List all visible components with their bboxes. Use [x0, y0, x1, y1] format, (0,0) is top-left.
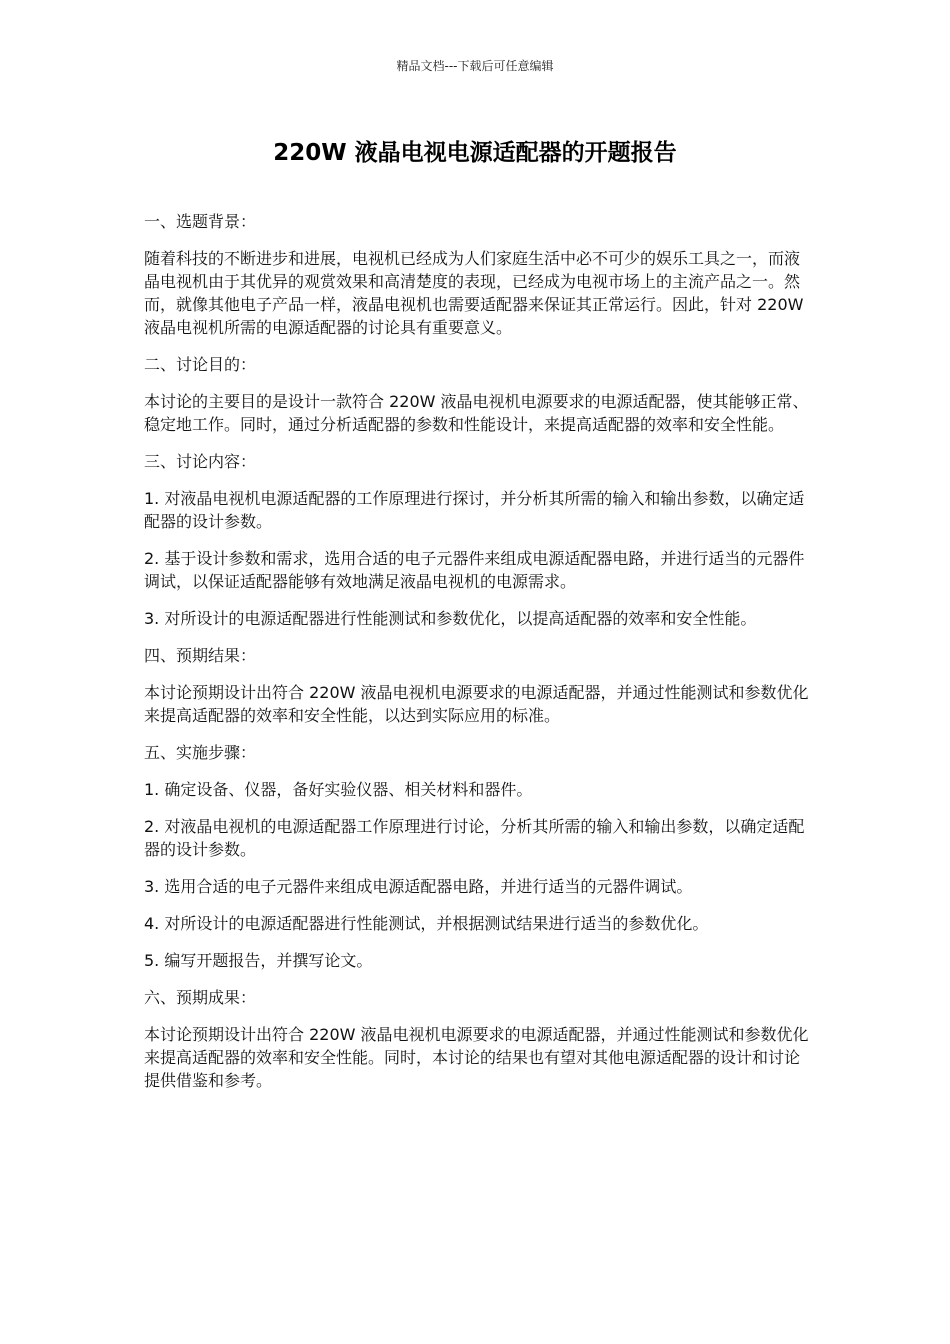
paragraph-background: 随着科技的不断进步和进展，电视机已经成为人们家庭生活中必不可少的娱乐工具之一，而液晶电视机由于其优异的观赏效果和高清楚度的表现，已经成为电视市场上的主流产品之一。然而，就像其他电子产品一样，液晶电视机也需要适配器来保证其正常运行。因此，针对 220W 液晶电视机所需的电源适配器的讨论具有重要意义。 [144, 249, 804, 337]
section-heading-background: 一、选题背景： [144, 212, 257, 231]
section-heading-outcomes: 六、预期成果： [144, 988, 257, 1007]
page-header: 精品文档---下载后可任意编辑 [396, 59, 554, 73]
paragraph-purpose: 本讨论的主要目的是设计一款符合 220W 液晶电视机电源要求的电源适配器，使其能够正常、稳定地工作。同时，通过分析适配器的参数和性能设计，来提高适配器的效率和安全性能。 [144, 392, 809, 434]
section-heading-expected-results: 四、预期结果： [144, 646, 257, 665]
step-item-3: 3. 选用合适的电子元器件来组成电源适配器电路，并进行适当的元器件调试。 [144, 877, 693, 896]
content-item-3: 3. 对所设计的电源适配器进行性能测试和参数优化，以提高适配器的效率和安全性能。 [144, 609, 757, 628]
paragraph-outcomes: 本讨论预期设计出符合 220W 液晶电视机电源要求的电源适配器，并通过性能测试和参数优化来提高适配器的效率和安全性能。同时，本讨论的结果也有望对其他电源适配器的设计和讨论提供借鉴和参考。 [144, 1025, 809, 1090]
step-item-1: 1. 确定设备、仪器，备好实验仪器、相关材料和器件。 [144, 780, 533, 799]
step-item-4: 4. 对所设计的电源适配器进行性能测试，并根据测试结果进行适当的参数优化。 [144, 914, 709, 933]
content-item-1: 1. 对液晶电视机电源适配器的工作原理进行探讨，并分析其所需的输入和输出参数，以确定适配器的设计参数。 [144, 489, 805, 531]
step-item-5: 5. 编写开题报告，并撰写论文。 [144, 951, 373, 970]
step-item-2: 2. 对液晶电视机的电源适配器工作原理进行讨论，分析其所需的输入和输出参数，以确定适配器的设计参数。 [144, 817, 805, 859]
section-heading-purpose: 二、讨论目的： [144, 355, 257, 374]
section-heading-content: 三、讨论内容： [144, 452, 257, 471]
document-body [144, 210, 810, 1106]
content-item-2: 2. 基于设计参数和需求，选用合适的电子元器件来组成电源适配器电路，并进行适当的元器件调试，以保证适配器能够有效地满足液晶电视机的电源需求。 [144, 549, 805, 591]
paragraph-expected-results: 本讨论预期设计出符合 220W 液晶电视机电源要求的电源适配器，并通过性能测试和参数优化来提高适配器的效率和安全性能，以达到实际应用的标准。 [144, 683, 809, 725]
section-heading-steps: 五、实施步骤： [144, 743, 257, 762]
document-title: 220W 液晶电视电源适配器的开题报告 [273, 140, 677, 166]
